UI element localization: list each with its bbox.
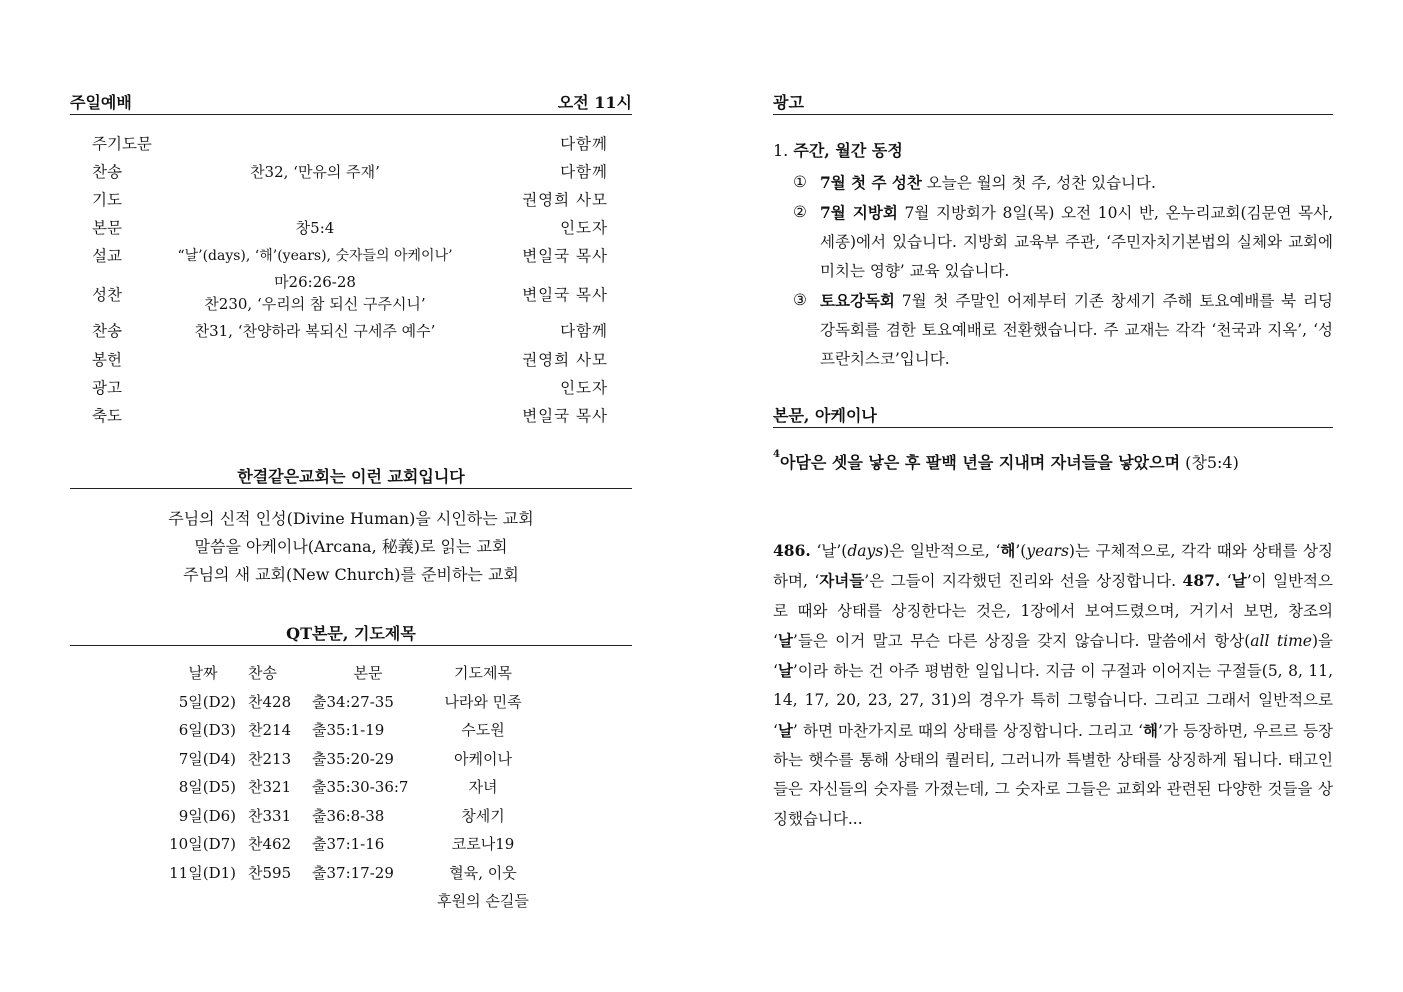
church-line: 주님의 새 교회(New Church)를 준비하는 교회	[183, 565, 519, 584]
worship-row: 본문 창5:4 인도자	[92, 219, 608, 237]
worship-row: 축도 변일국 목사	[92, 407, 608, 425]
qt-row: 11일(D1) 찬595 출37:17-29 혈육, 이웃	[169, 863, 517, 882]
church-line: 말씀을 아케이나(Arcana, 秘義)로 읽는 교회	[194, 537, 508, 556]
worship-row: 기도 권영희 사모	[92, 191, 608, 209]
church-line: 주님의 신적 인성(Divine Human)을 시인하는 교회	[168, 509, 534, 528]
qt-row: 7일(D4) 찬213 출35:20-29 아케이나	[178, 749, 512, 768]
church-title: 한결같은교회는 이런 교회입니다	[237, 467, 465, 486]
verse-number: 4	[773, 449, 780, 460]
ads-item-title: 1. 주간, 월간 동정	[773, 141, 903, 160]
qt-row: 5일(D2) 찬428 출34:27-35 나라와 민족	[178, 692, 522, 711]
scripture-verse: $^4$아담은 셋을 낳은 후 팔백 년을 지내며 자녀들을 낳았으며 (창5:4)	[773, 449, 1239, 472]
qt-row: 8일(D5) 찬321 출35:30-36:7 자녀	[178, 778, 498, 797]
worship-header	[70, 92, 632, 115]
worship-time: 오전 11시	[557, 93, 632, 112]
left-page	[70, 0, 632, 992]
sermon-title: 본문, 아케이나	[773, 406, 877, 425]
qt-row: 6일(D3) 찬214 출35:1-19 수도원	[178, 721, 505, 740]
ads-item: ① 7월 첫 주 성찬 오늘은 월의 첫 주, 성찬 있습니다.	[793, 173, 1156, 192]
ads-header	[773, 92, 1333, 115]
worship-row: 주기도문 다함께	[92, 135, 608, 153]
worship-row: 성찬 마26:26-28 찬230, ‘우리의 참 되신 구주시니’ 변일국 목사	[92, 273, 608, 313]
arcana-paragraph: 486. ‘날’(days)은 일반적으로, ‘해’(years)는 구체적으로, 각각 때와 상태를 상징하며, ‘자녀들’은 그들이 지각했던 진리와 선을 상징합니다. 487. ‘날’이 일반적으로 때와 상태를 상징한다는 것은, 1장에서 보여드렸으며, 거기서 보면, 창조의 ‘날’들은 이거 말고 무슨 다른 상징을 갖지 않습니다. 말씀에서 항상(all time)을 ‘날’이라 하는 건 아주 평범한 일입니다. 지금 이 구절과 이어지는 구절들(5, 8, 11, 14, 17, 20, 23, 27, 31)의 경우가 특히 그렇습니다. 그리고 그래서 일반적으로 ‘날’ 하면 마찬가지로 때의 상태를 상징합니다. 그리고 ‘해’가 등장하면, 우르르 등장하는 햇수를 통해 상태의 퀄러티, 그러니까 특별한 상태를 상징하게 됩니다. 태고인들은 자신들의 숫자를 가졌는데, 그 숫자로 그들은 교회와 관련된 다양한 것들을 상징했습니다...	[773, 541, 1334, 828]
qt-header	[70, 623, 632, 646]
qt-table	[158, 657, 542, 915]
qt-header-row: 날짜 찬송 본문 기도제목	[188, 663, 512, 682]
qt-row: 10일(D7) 찬462 출37:1-16 코로나19	[169, 835, 515, 854]
ads-title: 광고	[773, 93, 804, 112]
worship-title: 주일예배	[70, 93, 132, 112]
worship-row: 설교 “날’(days), ‘해’(years), 숫자들의 아케이나’ 변일국 목사	[92, 247, 608, 265]
worship-row: 찬송 찬32, ‘만유의 주재’ 다함께	[92, 163, 608, 181]
worship-row: 봉헌 권영희 사모	[92, 351, 608, 369]
worship-row: 찬송 찬31, ‘찬양하라 복되신 구세주 예수’ 다함께	[92, 322, 608, 340]
ads-item: ③ 토요강독회 7월 첫 주말인 어제부터 기존 창세기 주해 토요예배를 북 리딩 강독회를 겸한 토요예배로 전환했습니다. 주 교재는 각각 ‘천국과 지옥’, ‘성 프란치스코’입니다.	[793, 291, 1333, 368]
right-page	[773, 0, 1333, 992]
qt-row: 후원의 손길들	[437, 892, 529, 911]
sermon-header	[773, 405, 1333, 428]
qt-row: 9일(D6) 찬331 출36:8-38 창세기	[178, 806, 505, 825]
church-description	[70, 505, 632, 589]
ads-item: ② 7월 지방회 7월 지방회가 8일(목) 오전 10시 반, 온누리교회(김문연 목사, 세종)에서 있습니다. 지방회 교육부 주관, ‘주민자치기본법의 실체와 교회에 미치는 영향’ 교육 있습니다.	[793, 203, 1333, 280]
worship-row: 광고 인도자	[92, 379, 608, 397]
church-header	[70, 466, 632, 489]
qt-title: QT본문, 기도제목	[286, 624, 416, 643]
